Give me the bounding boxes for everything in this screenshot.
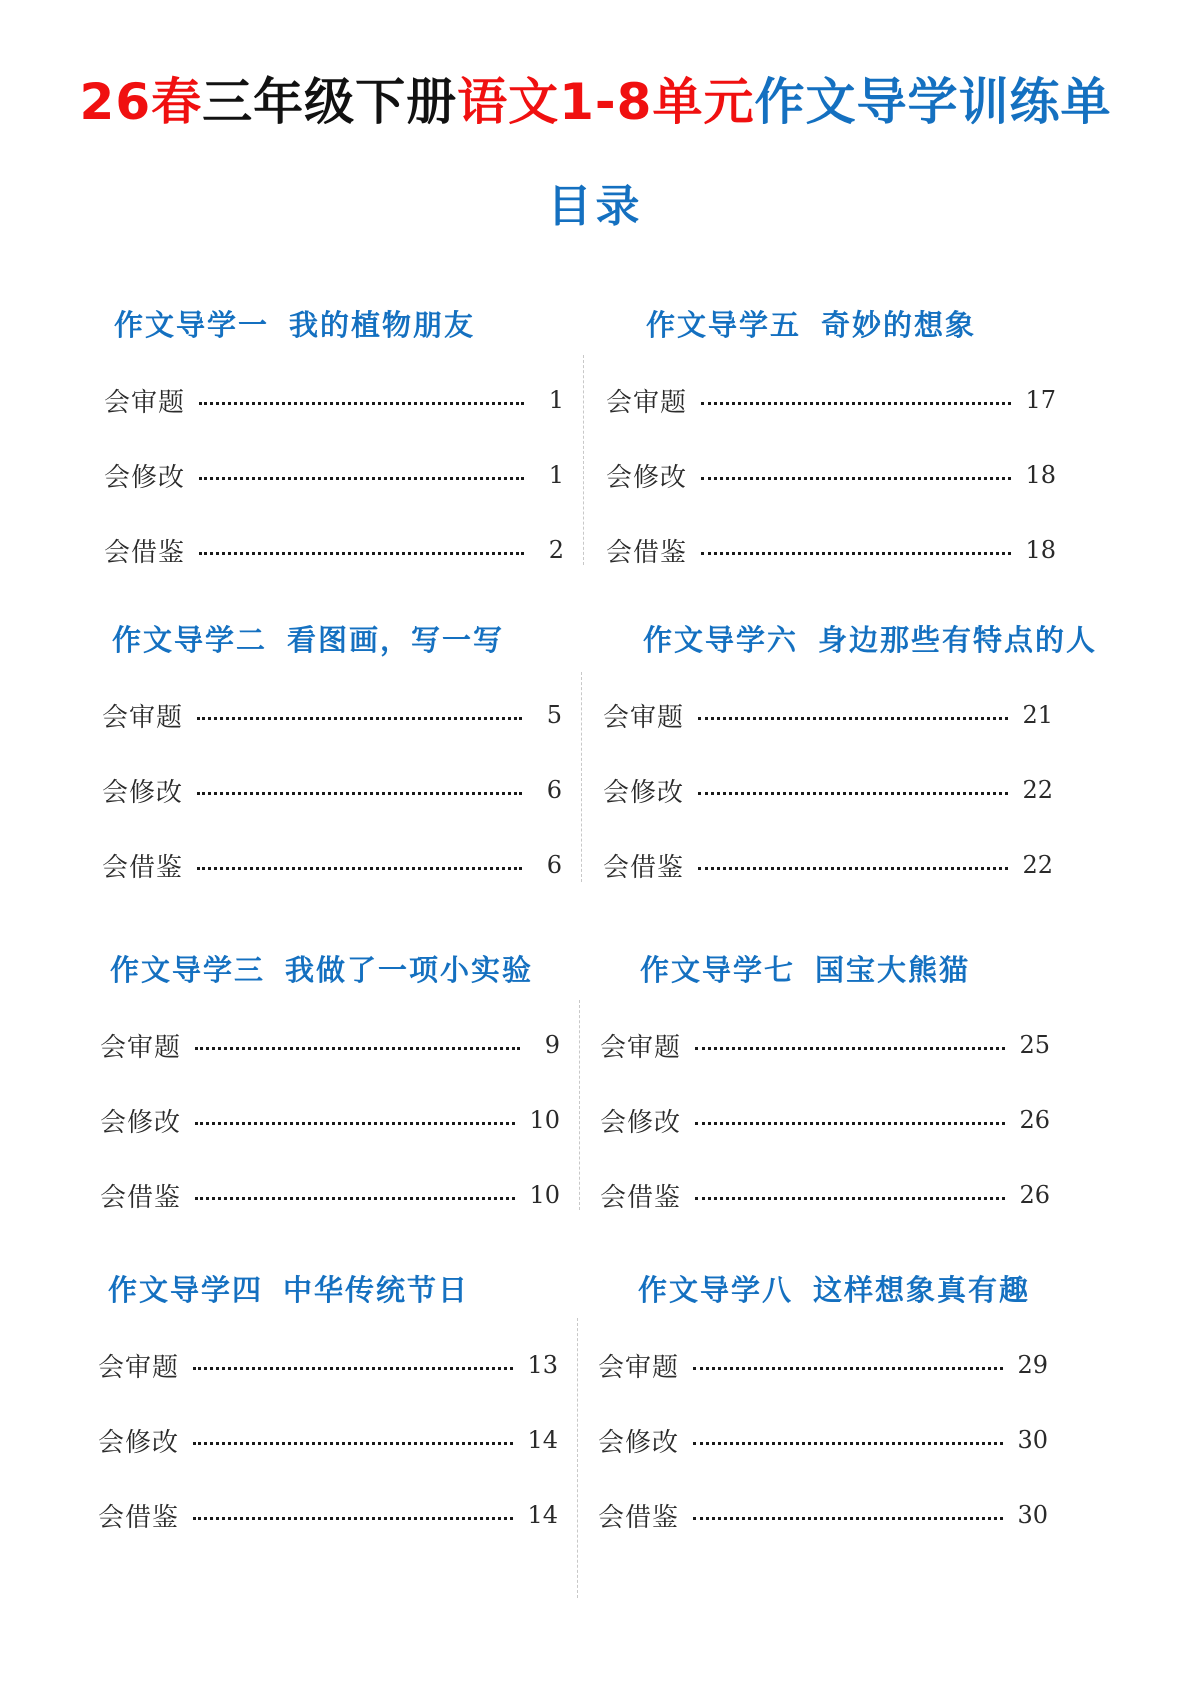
section-heading	[110, 950, 566, 990]
entry-label: 会审题	[606, 387, 688, 418]
entry-label: 会审题	[598, 1352, 680, 1383]
page-number: 1	[548, 386, 564, 414]
toc-title: 目录	[547, 181, 644, 232]
page-number: 1	[548, 461, 564, 489]
toc-entry[interactable]	[600, 1177, 1050, 1213]
page-number: 30	[1017, 1501, 1048, 1529]
section-number: 作文导学七	[640, 953, 796, 987]
toc-section	[104, 305, 570, 568]
toc-entry[interactable]	[98, 1497, 558, 1533]
title-part-grade: 三年级下册	[202, 73, 458, 131]
page-number: 17	[1025, 386, 1056, 414]
dot-leader	[195, 1197, 515, 1200]
section-number: 作文导学三	[110, 953, 266, 987]
toc-entry[interactable]	[600, 1027, 1050, 1063]
page-number: 26	[1019, 1181, 1050, 1209]
entry-label: 会借鉴	[598, 1502, 680, 1533]
dot-leader	[693, 1442, 1003, 1445]
dot-leader	[199, 402, 524, 405]
dot-leader	[193, 1517, 513, 1520]
toc-entry[interactable]	[603, 847, 1053, 883]
toc-entry[interactable]	[104, 532, 564, 568]
section-name: 奇妙的想象	[821, 308, 977, 342]
dot-leader	[698, 717, 1008, 720]
entry-label: 会借鉴	[606, 537, 688, 568]
column-divider	[577, 1318, 578, 1598]
entry-label: 会审题	[104, 387, 186, 418]
entry-label: 会修改	[603, 777, 685, 808]
section-name: 中华传统节日	[283, 1273, 470, 1307]
page-number: 30	[1017, 1426, 1048, 1454]
title-part-name: 作文导学训练单	[754, 73, 1112, 131]
section-number: 作文导学六	[643, 623, 799, 657]
toc-section	[100, 950, 566, 1213]
page-number: 21	[1022, 701, 1053, 729]
dot-leader	[195, 1122, 515, 1125]
section-number: 作文导学一	[114, 308, 270, 342]
dot-leader	[698, 867, 1008, 870]
toc-entry[interactable]	[98, 1422, 558, 1458]
section-name: 国宝大熊猫	[815, 953, 971, 987]
toc-entry[interactable]	[603, 697, 1053, 733]
toc-entry[interactable]	[598, 1497, 1048, 1533]
entry-label: 会修改	[598, 1427, 680, 1458]
page-number: 29	[1017, 1351, 1048, 1379]
column-divider	[583, 355, 584, 565]
dot-leader	[695, 1197, 1005, 1200]
toc-entry[interactable]	[104, 457, 564, 493]
toc-entry[interactable]	[102, 772, 562, 808]
page-number: 6	[546, 776, 562, 804]
document-title	[0, 62, 1191, 134]
page-number: 25	[1019, 1031, 1050, 1059]
page-number: 18	[1025, 461, 1056, 489]
column-divider	[581, 672, 582, 882]
entry-label: 会审题	[98, 1352, 180, 1383]
toc-section	[606, 305, 1128, 568]
title-part-season: 26春	[79, 73, 203, 131]
section-heading	[108, 1270, 564, 1310]
toc-entry[interactable]	[603, 772, 1053, 808]
dot-leader	[197, 867, 522, 870]
entry-label: 会审题	[603, 702, 685, 733]
dot-leader	[197, 717, 522, 720]
page-number: 18	[1025, 536, 1056, 564]
toc-entry[interactable]	[100, 1177, 560, 1213]
dot-leader	[693, 1517, 1003, 1520]
section-heading	[643, 620, 1123, 660]
dot-leader	[698, 792, 1008, 795]
dot-leader	[695, 1122, 1005, 1125]
section-name: 这样想象真有趣	[813, 1273, 1031, 1307]
dot-leader	[199, 552, 524, 555]
entry-label: 会借鉴	[104, 537, 186, 568]
page-number: 22	[1022, 776, 1053, 804]
toc-entry[interactable]	[606, 382, 1056, 418]
entry-label: 会借鉴	[100, 1182, 182, 1213]
entry-label: 会借鉴	[603, 852, 685, 883]
dot-leader	[693, 1367, 1003, 1370]
section-heading	[646, 305, 1128, 345]
section-number: 作文导学八	[638, 1273, 794, 1307]
toc-entry[interactable]	[600, 1102, 1050, 1138]
toc-section	[598, 1270, 1118, 1533]
dot-leader	[701, 552, 1011, 555]
page-number: 9	[544, 1031, 560, 1059]
entry-label: 会修改	[606, 462, 688, 493]
page-number: 10	[529, 1106, 560, 1134]
entry-label: 会修改	[104, 462, 186, 493]
dot-leader	[701, 402, 1011, 405]
page-number: 10	[529, 1181, 560, 1209]
entry-label: 会修改	[102, 777, 184, 808]
section-name: 身边那些有特点的人	[818, 623, 1098, 657]
toc-entry[interactable]	[102, 697, 562, 733]
section-name: 我的植物朋友	[289, 308, 476, 342]
section-name: 看图画，写一写	[287, 623, 505, 657]
section-heading	[112, 620, 568, 660]
toc-section	[600, 950, 1120, 1213]
toc-entry[interactable]	[100, 1027, 560, 1063]
section-number: 作文导学五	[646, 308, 802, 342]
page-number: 5	[546, 701, 562, 729]
toc-entry[interactable]	[102, 847, 562, 883]
page-number: 26	[1019, 1106, 1050, 1134]
title-part-subject: 语文1-8单元	[457, 73, 755, 131]
dot-leader	[193, 1367, 513, 1370]
entry-label: 会审题	[600, 1032, 682, 1063]
toc-section	[603, 620, 1123, 883]
toc-entry[interactable]	[98, 1347, 558, 1383]
section-heading	[640, 950, 1120, 990]
toc-entry[interactable]	[598, 1347, 1048, 1383]
toc-entry[interactable]	[104, 382, 564, 418]
page-number: 13	[527, 1351, 558, 1379]
page-number: 22	[1022, 851, 1053, 879]
toc-entry[interactable]	[598, 1422, 1048, 1458]
section-number: 作文导学四	[108, 1273, 264, 1307]
entry-label: 会借鉴	[102, 852, 184, 883]
toc-entry[interactable]	[606, 532, 1056, 568]
column-divider	[579, 1000, 580, 1210]
page-number: 14	[527, 1426, 558, 1454]
section-name: 我做了一项小实验	[285, 953, 534, 987]
dot-leader	[199, 477, 524, 480]
entry-label: 会借鉴	[98, 1502, 180, 1533]
entry-label: 会审题	[100, 1032, 182, 1063]
dot-leader	[701, 477, 1011, 480]
page-number: 6	[546, 851, 562, 879]
toc-section	[102, 620, 568, 883]
page-number: 2	[548, 536, 564, 564]
entry-label: 会修改	[600, 1107, 682, 1138]
toc-section	[98, 1270, 564, 1533]
dot-leader	[193, 1442, 513, 1445]
entry-label: 会审题	[102, 702, 184, 733]
entry-label: 会借鉴	[600, 1182, 682, 1213]
toc-entry[interactable]	[100, 1102, 560, 1138]
section-number: 作文导学二	[112, 623, 268, 657]
section-heading	[114, 305, 570, 345]
section-heading	[638, 1270, 1118, 1310]
dot-leader	[695, 1047, 1005, 1050]
dot-leader	[195, 1047, 520, 1050]
entry-label: 会修改	[98, 1427, 180, 1458]
entry-label: 会修改	[100, 1107, 182, 1138]
page-number: 14	[527, 1501, 558, 1529]
dot-leader	[197, 792, 522, 795]
toc-entry[interactable]	[606, 457, 1056, 493]
